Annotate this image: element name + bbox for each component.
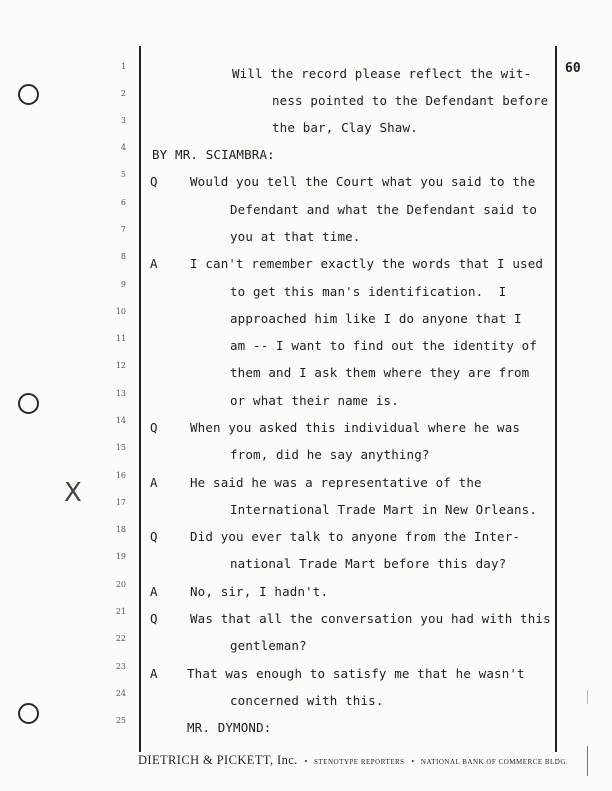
transcript-line: to get this man's identification. I <box>230 284 507 299</box>
transcript-line: approached him like I do anyone that I <box>230 311 522 326</box>
footer-separator: • <box>304 757 308 766</box>
line-number: 5 <box>120 170 126 179</box>
line-number: 16 <box>115 471 126 480</box>
transcript-line: I can't remember exactly the words that I used <box>190 256 544 271</box>
transcript-line: Will the record please reflect the wit- <box>232 66 532 81</box>
footer <box>138 753 569 768</box>
speaker-mark: A <box>150 584 158 599</box>
line-number: 24 <box>115 689 126 698</box>
footer-service: STENOTYPE REPORTERS <box>314 758 405 766</box>
binder-hole <box>18 703 39 724</box>
speaker-mark: A <box>150 256 158 271</box>
speaker-mark: Q <box>150 420 158 435</box>
line-number: 4 <box>120 143 126 152</box>
line-number: 13 <box>115 389 126 398</box>
transcript-line: ness pointed to the Defendant before <box>272 93 549 108</box>
line-number: 20 <box>115 580 126 589</box>
transcript-line: Was that all the conversation you had with this <box>190 611 551 626</box>
transcript-line: concerned with this. <box>230 693 384 708</box>
line-number: 22 <box>115 634 126 643</box>
line-number: 14 <box>115 416 126 425</box>
margin-mark: X <box>64 478 82 508</box>
speaker-mark: A <box>150 666 158 681</box>
transcript-line: When you asked this individual where he was <box>190 420 521 435</box>
transcript-line: them and I ask them where they are from <box>230 365 530 380</box>
left-margin-rule <box>139 46 141 752</box>
binder-hole <box>18 84 39 105</box>
transcript-line: from, did he say anything? <box>230 447 430 462</box>
transcript-line: No, sir, I hadn't. <box>190 584 329 599</box>
transcript-line: or what their name is. <box>230 393 399 408</box>
line-number: 12 <box>115 361 126 370</box>
line-number: 17 <box>115 498 126 507</box>
binder-hole <box>18 393 39 414</box>
transcript-line: Did you ever talk to anyone from the Inter- <box>190 529 521 544</box>
speaker-mark: Q <box>150 174 158 189</box>
line-number: 9 <box>120 280 126 289</box>
line-number: 1 <box>120 62 126 71</box>
transcript-line: International Trade Mart in New Orleans. <box>230 502 538 517</box>
line-number: 21 <box>115 607 126 616</box>
transcript-line: That was enough to satisfy me that he wasn't <box>187 666 525 681</box>
footer-separator: • <box>411 757 415 766</box>
scan-artifact <box>587 746 588 776</box>
transcript-line: Defendant and what the Defendant said to <box>230 202 538 217</box>
line-number: 23 <box>115 662 126 671</box>
transcript-line: He said he was a representative of the <box>190 475 482 490</box>
line-number: 3 <box>120 116 126 125</box>
line-number: 10 <box>115 307 126 316</box>
page-number: 60 <box>565 61 581 76</box>
footer-firm: DIETRICH & PICKETT, Inc. <box>138 753 298 767</box>
line-number: 2 <box>120 89 126 98</box>
line-number: 15 <box>115 443 126 452</box>
right-margin-rule <box>555 46 557 752</box>
transcript-line: you at that time. <box>230 229 361 244</box>
transcript-line: am -- I want to find out the identity of <box>230 338 538 353</box>
transcript-line: BY MR. SCIAMBRA: <box>152 147 275 162</box>
footer-address: NATIONAL BANK OF COMMERCE BLDG. <box>420 758 569 766</box>
line-number: 7 <box>120 225 126 234</box>
transcript-line: the bar, Clay Shaw. <box>272 120 418 135</box>
line-number: 8 <box>120 252 126 261</box>
line-number: 6 <box>120 198 126 207</box>
line-number: 18 <box>115 525 126 534</box>
line-number: 19 <box>115 552 126 561</box>
transcript-line: national Trade Mart before this day? <box>230 556 507 571</box>
transcript-line: MR. DYMOND: <box>187 720 272 735</box>
line-number: 11 <box>115 334 126 343</box>
scan-artifact <box>587 690 588 704</box>
speaker-mark: A <box>150 475 158 490</box>
line-number: 25 <box>115 716 126 725</box>
speaker-mark: Q <box>150 529 158 544</box>
speaker-mark: Q <box>150 611 158 626</box>
transcript-line: gentleman? <box>230 638 307 653</box>
transcript-line: Would you tell the Court what you said to the <box>190 174 536 189</box>
